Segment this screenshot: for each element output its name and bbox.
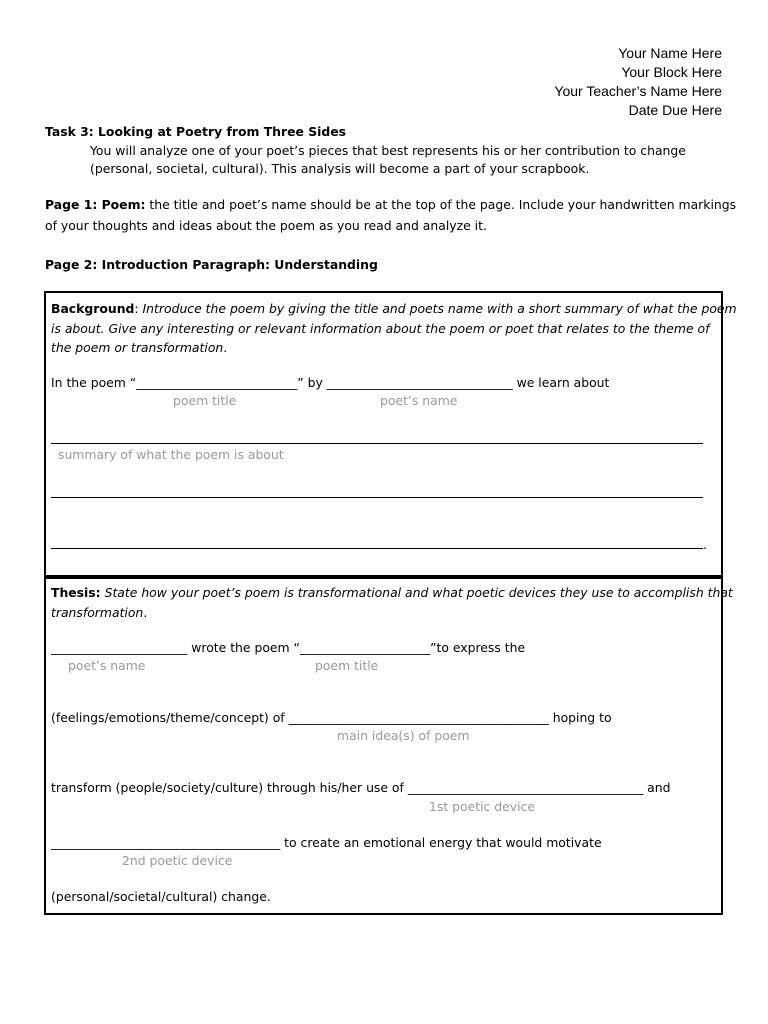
task-title: Task 3: Looking at Poetry from Three Sides [45,124,347,139]
due-date: Date Due Here [628,102,722,118]
box-divider [44,575,723,577]
page1-instructions-line2: of your thoughts and ideas about the poem as you read and analyze it. [45,218,487,233]
background-sentence[interactable]: In the poem “__________________________” by ______________________________ we learn about [51,375,610,390]
teacher-name: Your Teacher’s Name Here [554,83,722,99]
thesis-sentence-line1[interactable]: ______________________ wrote the poem “_____________________”to express the [51,640,526,655]
page1-label: Page 1: Poem: [45,197,146,212]
thesis-instructions-line2: transformation. [51,605,148,620]
hint-poet-name: poet’s name [380,393,458,408]
task-description-line2: (personal, societal, cultural). This analysis will become a part of your scrapbook. [90,161,590,176]
hint-device-1: 1st poetic device [429,799,535,814]
summary-end-period: . [703,537,707,552]
background-instructions-line1: Background: Introduce the poem by giving the title and poets name with a short summary of what the poem [51,301,737,316]
thesis-sentence-line2[interactable]: (feelings/emotions/theme/concept) of __________________________________________ hoping to [51,710,612,725]
background-instructions-line2: is about. Give any interesting or relevant information about the poem or poet that relates to the theme of [51,321,710,336]
thesis-sentence-line5: (personal/societal/cultural) change. [51,889,271,904]
thesis-sentence-line4[interactable]: _____________________________________ to create an emotional energy that would motivate [51,835,602,850]
hint-thesis-poet-name: poet’s name [68,658,146,673]
summary-line-1[interactable] [51,443,703,444]
summary-line-3[interactable] [51,548,703,549]
hint-poem-title: poem title [173,393,237,408]
hint-device-2: 2nd poetic device [122,853,233,868]
page1-instructions-line1 [45,196,736,214]
background-label: Background [51,301,135,316]
task-description-line1: You will analyze one of your poet’s pieces that best represents his or her contribution to change [90,143,686,158]
thesis-instructions-line1: Thesis: State how your poet’s poem is transformational and what poetic devices they use to accomplish that [51,585,733,600]
student-name: Your Name Here [618,45,722,61]
thesis-sentence-line3[interactable]: transform (people/society/culture) through his/her use of ______________________________________ and [51,780,671,795]
hint-summary: summary of what the poem is about [58,447,284,462]
hint-thesis-poem-title: poem title [315,658,379,673]
thesis-label: Thesis: [51,585,101,600]
summary-line-2[interactable] [51,497,703,498]
page1-text: the title and poet’s name should be at the top of the page. Include your handwritten markings [145,197,737,212]
page2-label: Page 2: Introduction Paragraph: Understanding [45,257,378,272]
background-instructions-line3: the poem or transformation. [51,340,228,355]
student-block: Your Block Here [621,64,722,80]
hint-main-idea: main idea(s) of poem [337,728,470,743]
